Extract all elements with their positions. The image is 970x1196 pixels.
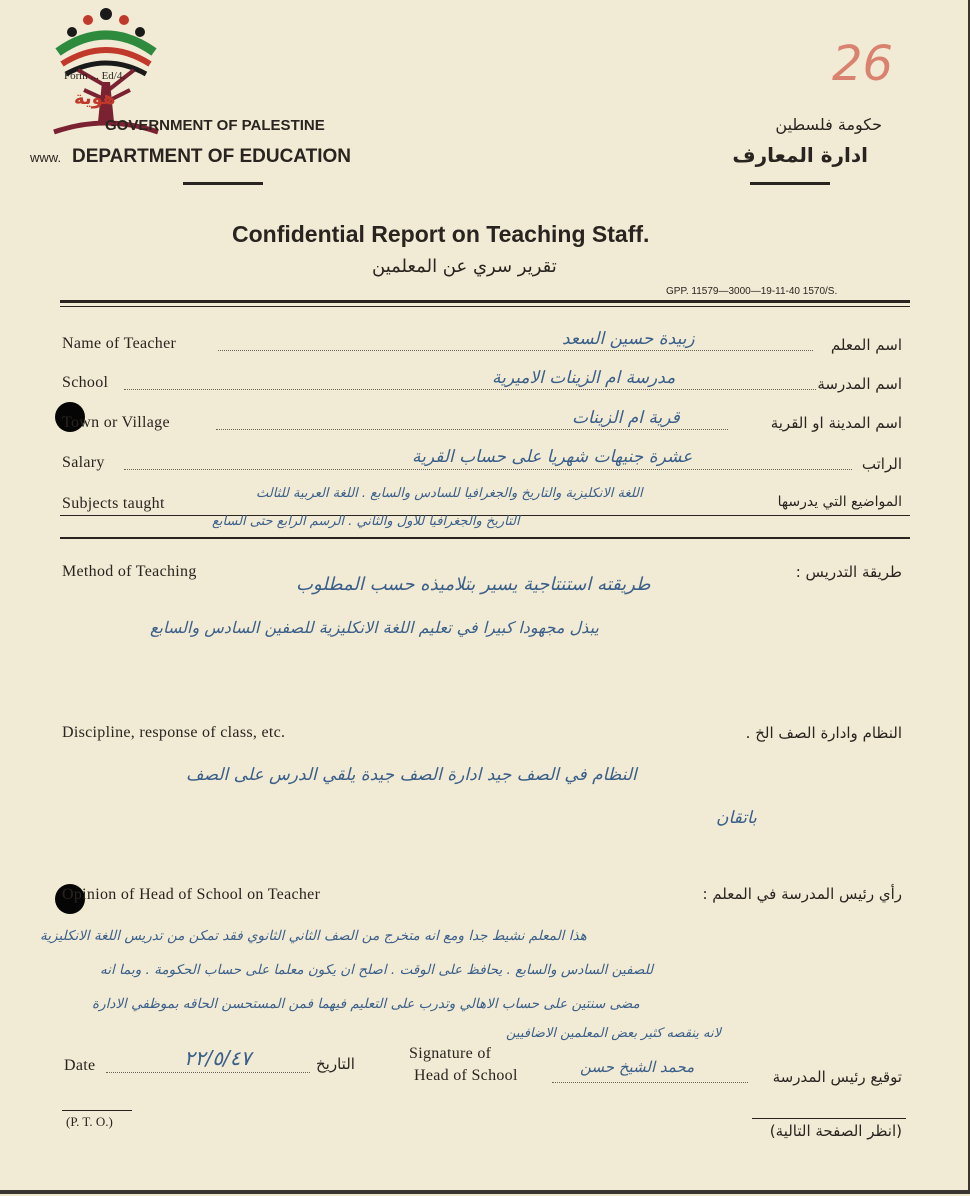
date-value: ٢٢/٥/٤٧ [184, 1046, 252, 1070]
opinion-label-en: Opinion of Head of School on Teacher [62, 886, 321, 903]
name-value: زبيدة حسين السعد [562, 329, 695, 349]
salary-label-ar: الراتب [861, 455, 902, 473]
signature-label-en-2: Head of School [414, 1067, 518, 1084]
dept-ar: ادارة المعارف [732, 143, 868, 167]
discipline-label-ar: النظام وادارة الصف الخ . [745, 724, 902, 742]
date-dotted-line [106, 1072, 310, 1073]
subjects-label-en: Subjects taught [62, 495, 165, 512]
pto-en-top-rule [62, 1110, 132, 1111]
pto-ar-top-rule [752, 1118, 906, 1119]
salary-label-en: Salary [62, 454, 105, 471]
subjects-value-line2: التاريخ والجغرافيا للاول والثاني . الرسم الرابع حتى السابع [212, 514, 520, 529]
pto-ar: (انظر الصفحة التالية) [769, 1122, 902, 1140]
school-label-en: School [62, 374, 109, 391]
report-title-ar: تقرير سري عن المعلمين [372, 256, 557, 277]
salary-value: عشرة جنيهات شهريا على حساب القرية [412, 447, 693, 467]
header-dash-left [183, 182, 263, 185]
title-rule-thin [60, 306, 910, 307]
opinion-text-line2: للصفين السادس والسابع . يحافظ على الوقت . اصلح ان يكون معلما على حساب الحكومة . وبما انه [100, 962, 654, 978]
town-value: قرية ام الزينات [572, 408, 680, 428]
method-text-line1: طريقته استنتاجية يسير بتلاميذه حسب المطلوب [296, 574, 651, 595]
header-dash-right [750, 182, 830, 185]
school-value: مدرسة ام الزينات الاميرية [492, 368, 676, 388]
name-label-en: Name of Teacher [62, 335, 177, 352]
method-text-line2: يبذل مجهودا كبيرا في تعليم اللغة الانكليزية للصفين السادس والسابع [150, 618, 599, 637]
town-label-en: Town or Village [62, 414, 170, 431]
print-ref: GPP. 11579—3000—19-11-40 1570/S. [666, 286, 838, 297]
logo-text: هوية [74, 88, 116, 109]
signature-label-en-1: Signature of [409, 1045, 492, 1062]
discipline-text-line1: النظام في الصف جيد ادارة الصف جيدة يلقي الدرس على الصف [186, 765, 637, 785]
school-dotted-line [124, 389, 816, 390]
opinion-label-ar: رأي رئيس المدرسة في المعلم : [702, 885, 902, 903]
subjects-value-line1: اللغة الانكليزية والتاريخ والجغرافيا للسادس والسابع . اللغة العربية للثالث [256, 486, 643, 501]
town-dotted-line [216, 429, 728, 430]
pto-en: (P. T. O.) [66, 1114, 113, 1129]
method-label-en: Method of Teaching [62, 563, 197, 580]
date-label-ar: التاريخ [316, 1055, 355, 1073]
salary-dotted-line [124, 469, 852, 470]
form-ref: Form ... Ed/4. [64, 70, 126, 82]
signature-value: محمد الشيخ حسن [580, 1058, 695, 1076]
name-dotted-line [218, 350, 813, 351]
discipline-label-en: Discipline, response of class, etc. [62, 724, 286, 741]
date-label-en: Date [64, 1057, 96, 1074]
site-url[interactable]: www. [30, 150, 62, 165]
opinion-text-line4: لانه ينقصه كثير بعض المعلمين الاضافيين [506, 1026, 722, 1041]
gov-en: GOVERNMENT OF PALESTINE [105, 117, 325, 134]
report-title-en: Confidential Report on Teaching Staff. [232, 221, 650, 247]
opinion-text-line3: مضى سنتين على حساب الاهالي وتدرب على التعليم فيهما فمن المستحسن الحاقه بموظفي الادارة [92, 996, 640, 1012]
opinion-text-line1: هذا المعلم نشيط جدا ومع انه متخرج من الصف الثاني الثانوي فقد تمكن من تدريس اللغة الانكليزية [40, 928, 587, 944]
subjects-rule-2 [60, 537, 910, 539]
gov-ar: حكومة فلسطين [775, 115, 882, 134]
signature-label-ar: توقيع رئيس المدرسة [772, 1068, 902, 1086]
dept-en: DEPARTMENT OF EDUCATION [72, 146, 352, 167]
signature-dotted-line [552, 1082, 748, 1083]
discipline-text-line2: باتقان [716, 808, 757, 828]
page-number-stamp: 26 [832, 36, 894, 92]
subjects-label-ar: المواضيع التي يدرسها [777, 494, 902, 510]
town-label-ar: اسم المدينة او القرية [770, 414, 902, 432]
title-rule-thick [60, 300, 910, 303]
school-label-ar: اسم المدرسة [817, 375, 902, 393]
name-label-ar: اسم المعلم [830, 336, 902, 354]
method-label-ar: طريقة التدريس : [795, 563, 902, 581]
